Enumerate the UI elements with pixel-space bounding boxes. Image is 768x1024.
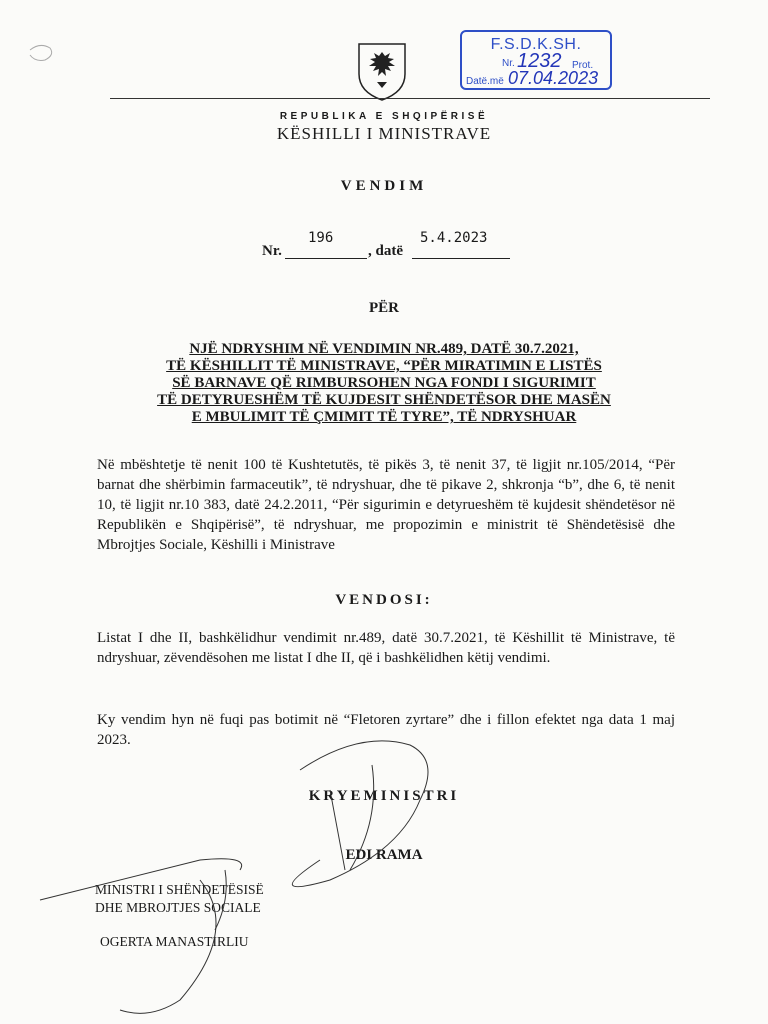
title-line: E MBULIMIT TË ÇMIMIT TË TYRE”, TË NDRYSHUAR [191,409,577,425]
vendosi-heading: VENDOSI: [335,592,433,608]
council-heading: KËSHILLI I MINISTRAVE [276,124,492,143]
minister-title-line-2: DHE MBROJTJES SOCIALE [95,900,261,915]
nr-value: 196 [308,230,334,246]
stamp-nr-value: 1232 [517,50,562,72]
per-heading: PËR [369,300,399,316]
republika-heading: REPUBLIKA E SHQIPËRISË [279,111,489,122]
date-value: 5.4.2023 [420,230,488,246]
stamp-date-value: 07.04.2023 [508,68,599,88]
clause-2-paragraph: Ky vendim hyn në fuqi pas botimit në “Fletoren zyrtare” dhe i fillon efektet nga data 1 maj 2023. [97,712,675,748]
title-line: TË DETYRUESHËM TË KUJDESIT SHËNDETËSOR DHE MASËN [157,392,611,408]
stamp-prot-label: Prot. [572,60,594,71]
stamp-date-label: Datë.më [466,76,504,87]
nr-label: Nr. [262,243,282,259]
stamp-title: F.S.D.K.SH. [490,36,582,53]
title-line: NJË NDRYSHIM NË VENDIMIN NR.489, DATË 30.7.2021, [189,341,579,357]
minister-title-line-1: MINISTRI I SHËNDETËSISË [95,882,264,897]
stamp-nr-label: Nr. [502,58,515,69]
prime-minister-title: KRYEMINISTRI [308,788,460,804]
prime-minister-name: EDI RAMA [345,847,423,863]
decision-heading: VENDIM [340,178,428,194]
minister-name: OGERTA MANASTIRLIU [100,934,249,949]
title-line: SË BARNAVE QË RIMBURSOHEN NGA FONDI I SIGURIMIT [172,375,596,391]
preamble-paragraph: Në mbështetje të nenit 100 të Kushtetutës, të pikës 3, të nenit 37, të ligjit nr.105/2014, “Për barnat dhe shërbimin farmaceutik”, të ndryshuar, dhe të pikave 2, shkronja “b”, dhe 6, të nenit 10, të ligjit nr.10 383, datë 24.2.2011, “Për sigurimin e detyrueshëm të kujdesit shëndetësor në Republikën e Shqipërisë”, të ndryshuar, me propozimin e ministrit të Shëndetësisë dhe Mbrojtjes Sociale, Këshilli i Ministrave [97,457,675,553]
date-label: , datë [368,243,403,259]
clause-1-paragraph: Listat I dhe II, bashkëlidhur vendimit nr.489, datë 30.7.2021, të Këshillit të Ministrave, të ndryshuar, zëvendësohen me listat I dhe II, që i bashkëlidhen këtij vendimi. [97,630,675,666]
title-line: TË KËSHILLIT TË MINISTRAVE, “PËR MIRATIMIN E LISTËS [166,358,602,374]
